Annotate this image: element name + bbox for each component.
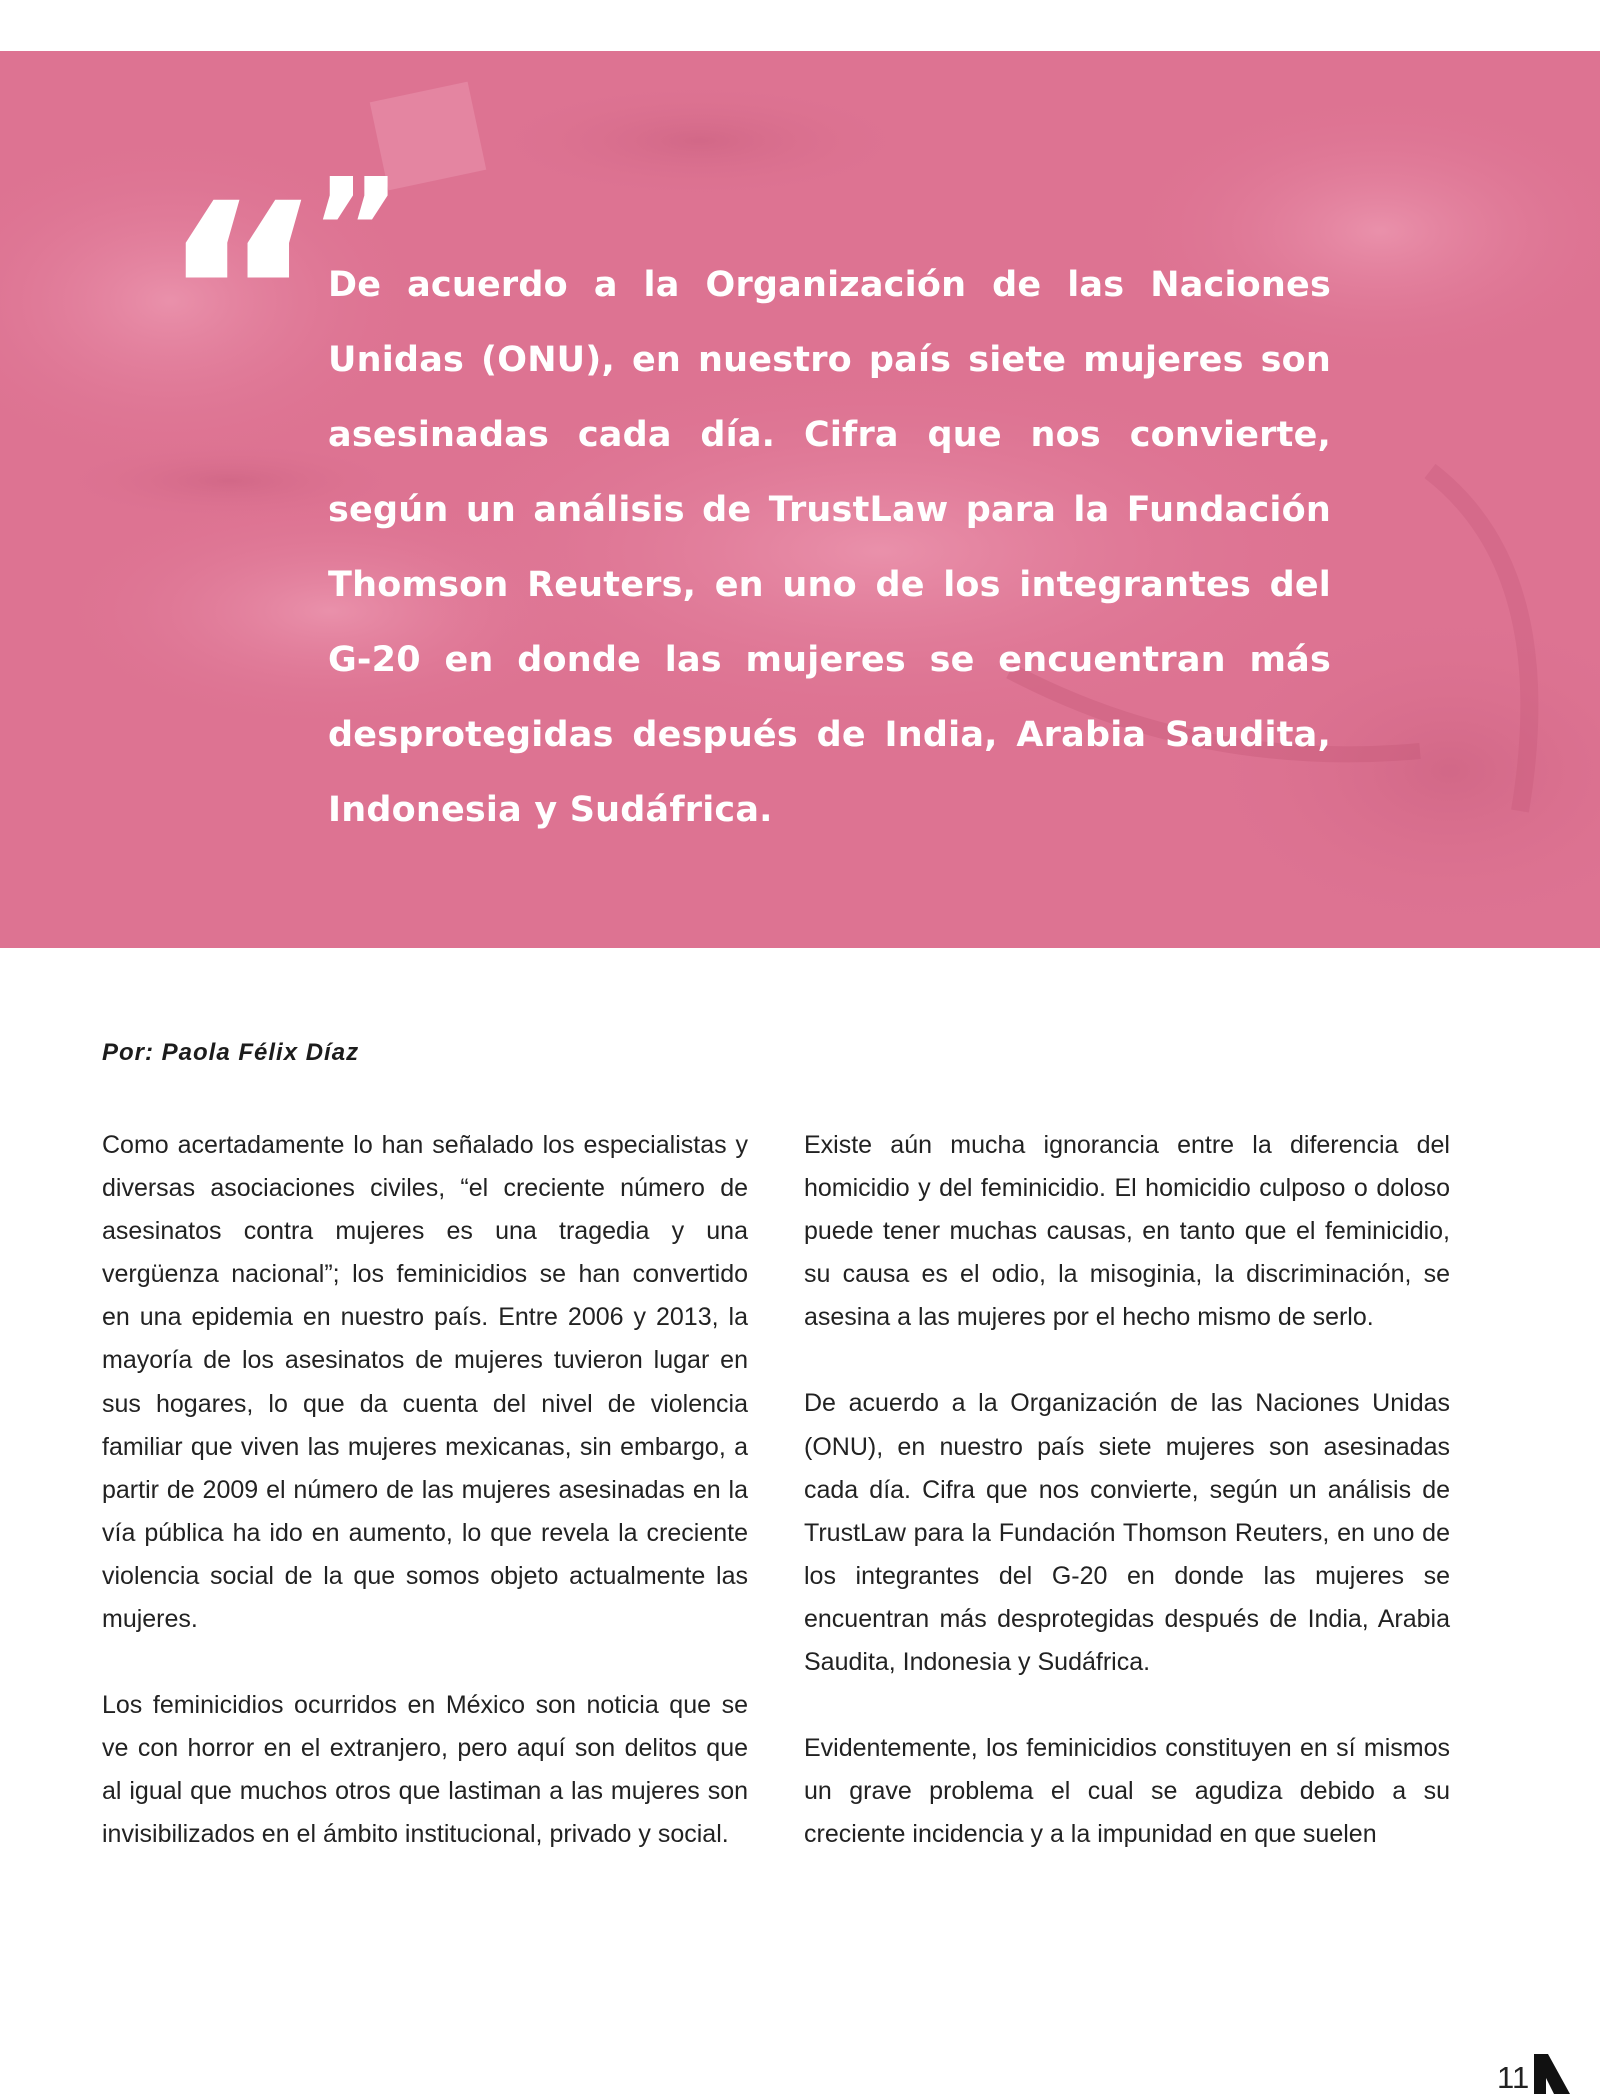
article-column-right xyxy=(804,1124,1450,1899)
byline: Por: Paola Félix Díaz xyxy=(102,1039,360,1066)
page-number: 11 xyxy=(1497,2060,1530,2095)
page-mark-icon xyxy=(1534,2054,1570,2094)
close-quote-icon: ” xyxy=(310,149,403,312)
paragraph: Los feminicidios ocurridos en México son noticia que se ve con horror en el extranjero, pero aquí son delitos que al igual que muchos otros que lastiman a las mujeres son invisibilizados en el ámbito institucional, privado y social. xyxy=(102,1691,748,1849)
open-quote-icon: “ xyxy=(160,150,305,441)
pull-quote: De acuerdo a la Organización de las Naciones Unidas (ONU), en nuestro país siete mujeres son asesinadas cada día. Cifra que nos convierte, según un análisis de TrustLaw para la Fundación Thomson Reuters, en uno de los integrantes del G-20 en donde las mujeres se encuentran más desprotegidas después de India, Arabia Saudita, Indonesia y Sudáfrica. xyxy=(328,265,1331,830)
paragraph: Evidentemente, los feminicidios constituyen en sí mismos un grave problema el cual se agudiza debido a su creciente incidencia y a la impunidad en que suelen xyxy=(804,1734,1450,1849)
paragraph: Como acertadamente lo han señalado los especialistas y diversas asociaciones civiles, “el creciente número de asesinatos contra mujeres es una tragedia y una vergüenza nacional”; los feminicidios se han convertido en una epidemia en nuestro país. Entre 2006 y 2013, la mayoría de los asesinatos de mujeres tuvieron lugar en sus hogares, lo que da cuenta del nivel de violencia familiar que viven las mujeres mexicanas, sin embargo, a partir de 2009 el número de las mujeres asesinadas en la vía pública ha ido en aumento, lo que revela la creciente violencia social de la que somos objeto actualmente las mujeres. xyxy=(102,1131,748,1634)
article-column-left xyxy=(102,1124,748,1900)
paragraph: Existe aún mucha ignorancia entre la diferencia del homicidio y del feminicidio. El homicidio culposo o doloso puede tener muchas causas, en tanto que el feminicidio, su causa es el odio, la misoginia, la discriminación, se asesina a las mujeres por el hecho mismo de serlo. xyxy=(804,1131,1450,1332)
paragraph: De acuerdo a la Organización de las Naciones Unidas (ONU), en nuestro país siete mujeres son asesinadas cada día. Cifra que nos convierte, según un análisis de TrustLaw para la Fundación Thomson Reuters, en uno de los integrantes del G-20 en donde las mujeres se encuentran más desprotegidas después de India, Arabia Saudita, Indonesia y Sudáfrica. xyxy=(804,1389,1450,1677)
